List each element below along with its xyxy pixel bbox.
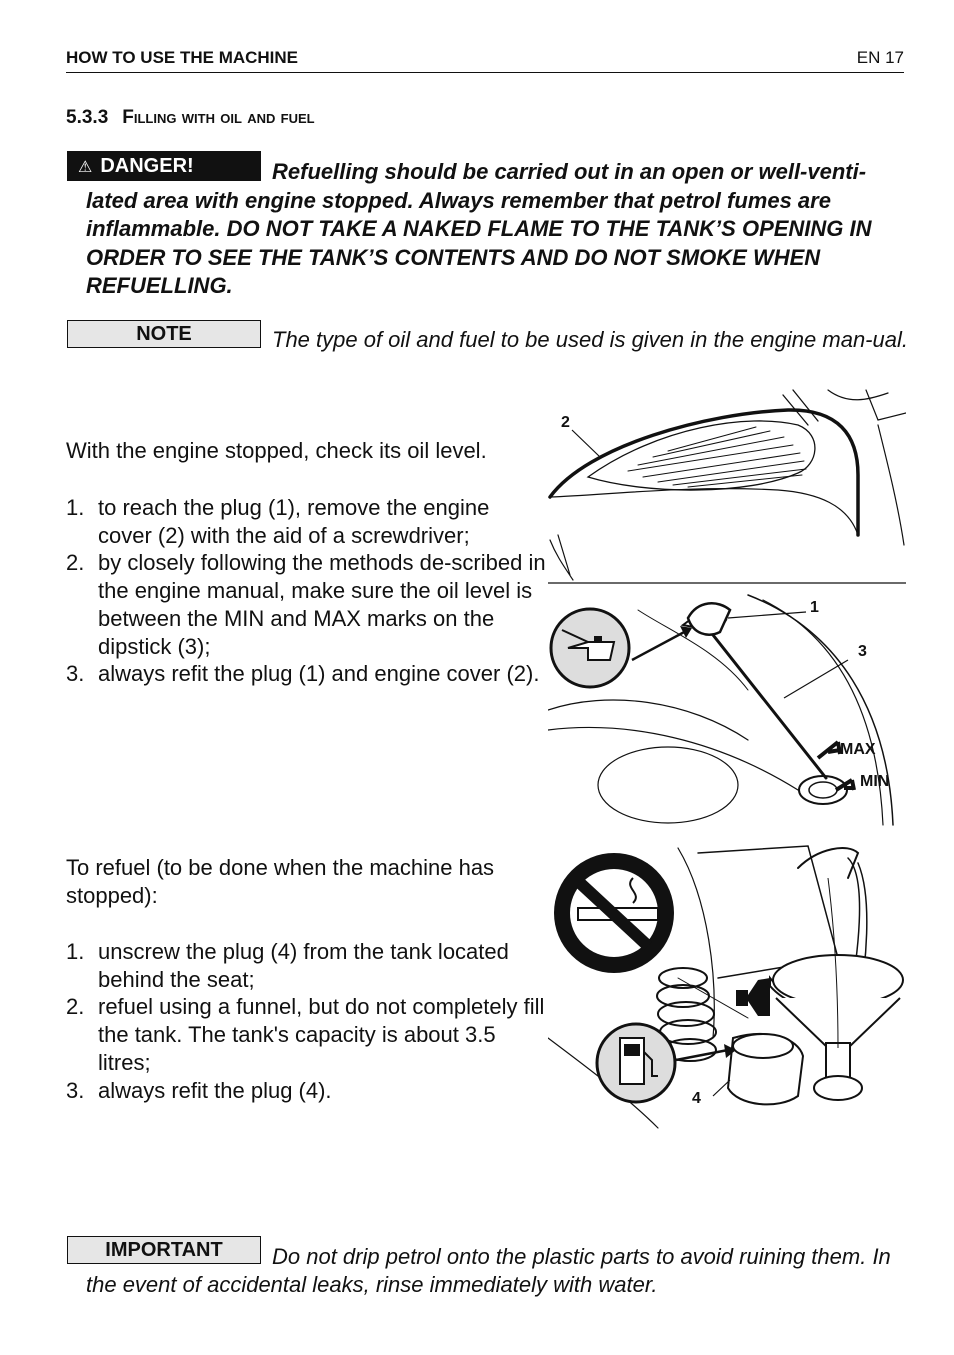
list-item: 2. by closely following the methods de-scribed in the engine manual, make sure the oil level is between the MIN and MAX marks on the dipstick (3); [66,550,546,659]
refuel-figure [548,838,906,1133]
section-title [66,107,315,129]
min-label: MIN [860,773,890,790]
danger-text: Refuelling should be carried out in an open or well-venti-lated area with engine stopped. Always remember that petrol fumes are inflammable. DO NOT TAKE A NAKED FLAME TO THE TANK’S OPENING IN ORDER TO SEE THE TANK’S CONTENTS AND DO NOT SMOKE WHEN REFUELLING. [86,159,872,298]
list-item: 1. unscrew the plug (4) from the tank located behind the seat; [66,939,509,992]
warning-triangle-icon: ⚠ [78,159,93,176]
important-text: Do not drip petrol onto the plastic parts to avoid ruining them. In the event of accidental leaks, rinse immediately with water. [86,1244,891,1297]
oil-steps [66,494,546,688]
plug-label: 1 [810,599,819,616]
list-item: 1. to reach the plug (1), remove the engine cover (2) with the aid of a screwdriver; [66,495,490,548]
list-item: 3. always refit the plug (4). [66,1077,332,1103]
page-header [66,46,904,73]
oil-can-icon [551,609,629,687]
section-name: Filling with oil and fuel [122,107,315,128]
engine-cover-figure [548,385,906,585]
list-item: 3. always refit the plug (1) and engine cover (2). [66,661,540,687]
no-smoking-icon [554,853,674,973]
section-number: 5.3.3 [66,107,109,128]
danger-label: DANGER! [100,155,194,177]
max-label: MAX [840,741,876,758]
cover-label: 2 [561,414,570,431]
fuel-intro: To refuel (to be done when the machine has stopped): [66,855,495,908]
oil-intro: With the engine stopped, check its oil level. [66,438,487,463]
fuel-steps [66,938,546,1104]
note-text: The type of oil and fuel to be used is given in the engine man-ual. [272,327,908,352]
list-item: 2. refuel using a funnel, but do not completely fill the tank. The tank's capacity is about 3.5 litres; [66,994,545,1075]
note-label: NOTE [67,320,261,348]
tank-plug-label: 4 [692,1090,701,1107]
header-section: HOW TO USE THE MACHINE [66,48,299,67]
important-label: IMPORTANT [67,1236,261,1264]
dipstick-figure [548,590,906,830]
fuel-pump-icon [597,1024,675,1102]
page-number: EN 17 [856,48,904,67]
dipstick-label: 3 [858,643,867,660]
